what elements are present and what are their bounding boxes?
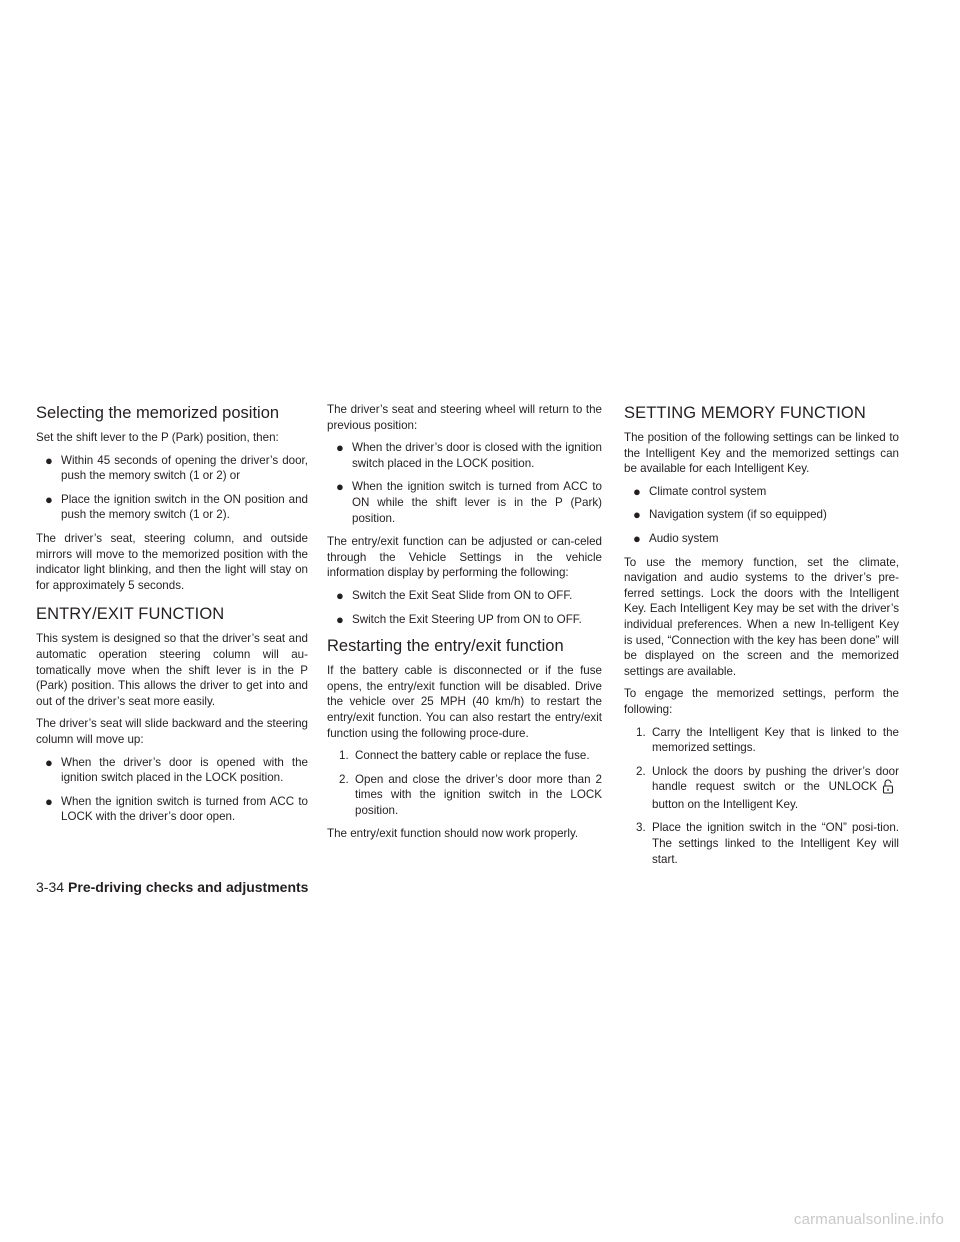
unlock-key-icon [877,779,899,797]
paragraph: To engage the memorized settings, perform the following: [624,687,899,716]
page-footer [36,878,308,896]
bullet-icon: ● [45,491,53,507]
bullet-icon: ● [633,507,641,523]
step-number: 1. [339,749,349,763]
list-item: ● Navigation system (if so equipped) [633,507,827,523]
bullet-icon: ● [336,440,344,456]
list-item: ● Climate control system [633,483,767,499]
paragraph: The position of the following settings can be linked to the Intelligent Key and the memorized settings can be available for each Intelligent Key. [624,431,899,476]
bullet-icon: ● [45,452,53,468]
numbered-list [624,725,899,868]
bullet-list [327,440,602,526]
bullet-icon: ● [336,479,344,495]
list-item: ● Place the ignition switch in the ON position and push the memory switch (1 or 2). [45,491,308,522]
column-right [624,402,899,875]
paragraph: The entry/exit function should now work properly. [327,827,579,841]
section-heading-selecting-memorized-position: Selecting the memorized position [36,404,280,422]
numbered-list [327,748,602,818]
bullet-icon: ● [45,754,53,770]
bullet-icon: ● [633,483,641,499]
bullet-list [624,484,899,547]
section-heading-entry-exit-function: ENTRY/EXIT FUNCTION [36,605,225,624]
list-item: 2. Unlock the doors by pushing the driver’s door handle request switch or the UNLOCKbutton on the Intelligent Key. [636,764,899,811]
list-item: ● Switch the Exit Steering UP from ON to OFF. [336,611,582,627]
list-item: ● Switch the Exit Seat Slide from ON to OFF. [336,587,573,603]
bullet-icon: ● [633,530,641,546]
list-item: 1. Carry the Intelligent Key that is linked to the memorized settings. [636,725,899,755]
bullet-icon: ● [336,611,344,627]
list-item: ● Audio system [633,530,719,546]
list-item: ● Within 45 seconds of opening the driver’s door, push the memory switch (1 or 2) or [45,452,308,483]
section-heading-restarting-entry-exit: Restarting the entry/exit function [327,637,564,656]
bullet-list [36,755,308,825]
step-number: 1. [636,725,646,739]
paragraph: The driver’s seat will slide backward and the steering column will move up: [36,717,308,746]
watermark: carmanualsonline.info [793,1211,944,1228]
step-number: 2. [339,772,349,786]
section-heading-setting-memory-function: SETTING MEMORY FUNCTION [624,404,866,422]
list-item: ● When the ignition switch is turned from ACC to ON while the shift lever is in the P (Park) position. [336,479,602,525]
column-middle [327,402,602,849]
page-number: 3-34 [36,879,65,895]
paragraph: The entry/exit function can be adjusted or can-celed through the Vehicle Settings in the vehicle information display by performing the following: [327,535,602,580]
paragraph: To use the memory function, set the climate, navigation and audio systems to the driver’s pre-ferred settings. Lock the doors with the Intelligent Key. Each Intelligent Key may be set with the driver’s individual preferences. When a new In-telligent Key is used, “Connection with the key has been done” will be displayed on the screen and the memorized settings are available. [624,555,899,678]
list-item: ● When the driver’s door is closed with the ignition switch placed in the LOCK position. [336,440,602,470]
column-left [36,402,308,833]
bullet-icon: ● [45,793,53,809]
step-number: 2. [636,764,646,778]
chapter-title: Pre-driving checks and adjustments [68,879,309,895]
bullet-list [327,588,602,627]
paragraph: Set the shift lever to the P (Park) position, then: [36,431,279,444]
bullet-list [36,453,308,523]
paragraph: The driver’s seat and steering wheel will return to the previous position: [327,403,602,432]
bullet-icon: ● [336,587,344,603]
list-item: ● When the driver’s door is opened with the ignition switch placed in the LOCK position. [45,754,308,785]
list-item: 2. Open and close the driver’s door more than 2 times with the ignition switch in the LOCK position. [339,772,602,817]
paragraph: The driver’s seat, steering column, and outside mirrors will move to the memorized position with the indicator light blinking, and then the light will stay on for approximately 5 seconds. [36,531,308,592]
paragraph: This system is designed so that the driver’s seat and automatic operation steering column will au-tomatically move when the shift lever is in the P (Park) position. This allows the driver to get into and out of the driver’s seat more easily. [36,632,308,708]
paragraph: If the battery cable is disconnected or if the fuse opens, the entry/exit function will be disabled. Drive the vehicle over 25 MPH (40 km/h) to restart the entry/exit function. You can also restart the entry/exit function using the following proce-dure. [327,664,602,740]
list-item: 3. Place the ignition switch in the “ON” posi-tion. The settings linked to the Intelligent Key will start. [636,821,899,866]
step-number: 3. [636,821,646,835]
list-item: 1. Connect the battery cable or replace the fuse. [339,749,590,763]
list-item: ● When the ignition switch is turned from ACC to LOCK with the driver’s door open. [45,793,308,824]
